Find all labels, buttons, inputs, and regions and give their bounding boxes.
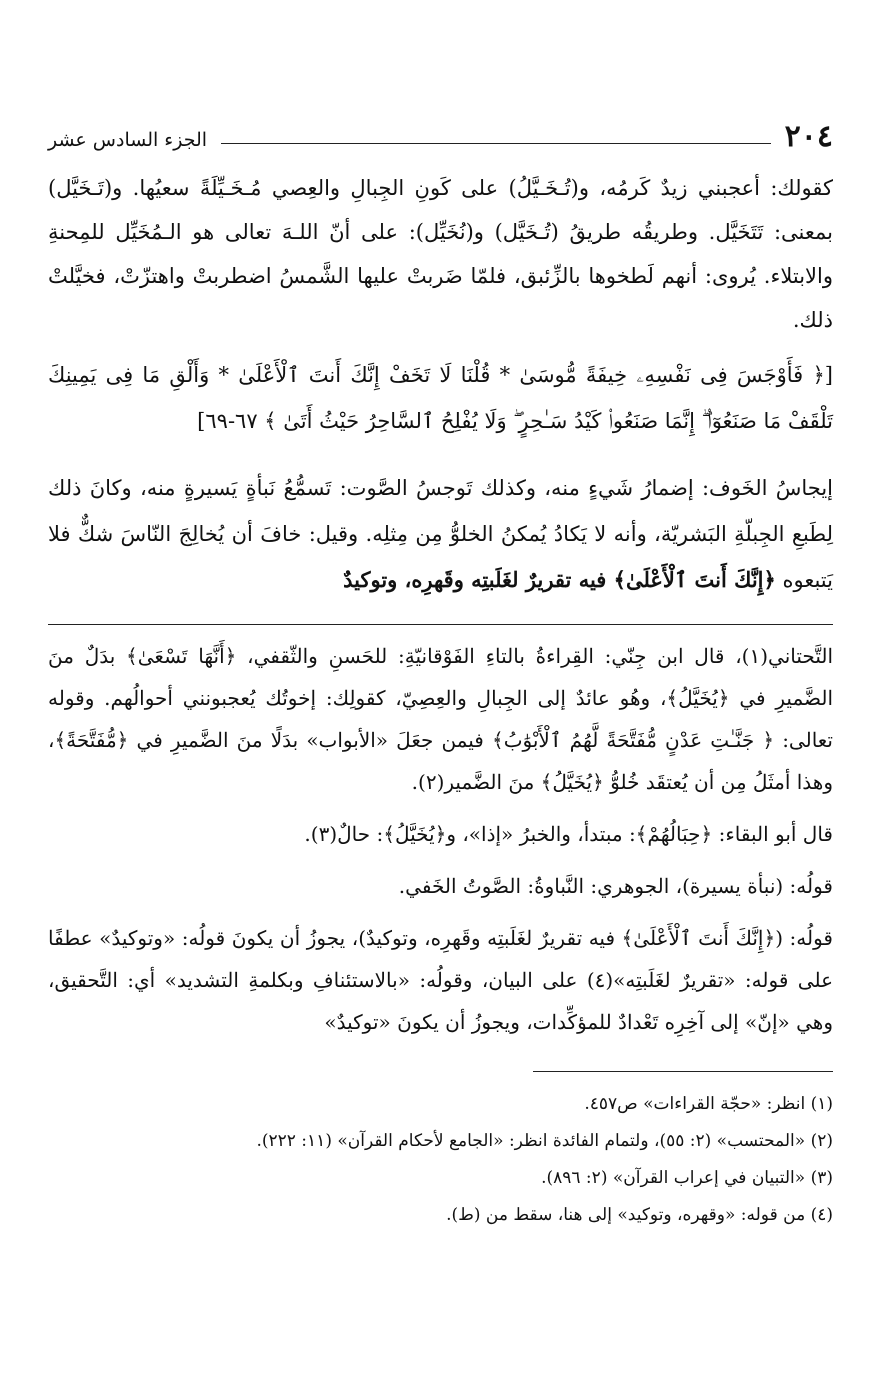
main-text xyxy=(48,166,833,603)
intro-paragraph: كقولك: أعجبني زيدٌ كَرمُه، و(تُـخَـيَّلُ) على كَونِ الجِبالِ والعِصي مُـخَـيِّلَةً سعيُها. و(تَـخَيَّل) بمعنى: تَتَخَيَّل. وطريقُه طريقُ (تُـخَيَّل) و(نُخَيِّل): على أنّ اللـهَ تعالى هو الـمُخَيِّل للمِحنةِ والابتلاء. يُروى: أنهم لَطخوها بالزِّئبق، فلمّا ضَربتْ عليها الشَّمسُ اضطربتْ واهتزّتْ، فخيَّلتْ ذلك. xyxy=(48,176,833,332)
footnote-divider xyxy=(533,1071,833,1072)
page-number: ٢٠٤ xyxy=(784,119,833,154)
commentary-bold-text: ﴿إِنَّكَ أَنتَ ٱلْأَعْلَىٰ﴾ فيه تقريرٌ لغَلَبتِه وقَهرِه، وتوكيدٌ xyxy=(343,567,776,592)
commentary-paragraph xyxy=(48,465,833,603)
gloss-note: قال أبو البقاء: ﴿حِبَالُهُمْ﴾: مبتدأ، والخبرُ «إذا»، و﴿يُخَيَّلُ﴾: حالٌ(٣). xyxy=(304,822,833,846)
footnote: (٣) «التبيان في إعراب القرآن» (٢: ٨٩٦). xyxy=(541,1168,833,1188)
gloss-note: التَّحتاني(١)، قال ابن جِنّي: القِراءةُ بالتاءِ الفَوْقانيّةِ: للحَسنِ والثّقفي، ﴿أَنَّهَا تَسْعَىٰ﴾ بدَلٌ منَ الضَّميرِ في ﴿يُخَيَّلُ﴾، وهُو عائدٌ إلى الجِبالِ والعِصِيّ، كقولِك: إخوتُك يُعجبونني أحوالُهم. وقوله تعالى: ﴿ جَنَّـٰتِ عَدْنٍ مُّفَتَّحَةً لَّهُمُ ٱلْأَبْوَٰبُ﴾ فيمن جعَلَ «الأبواب» بدَلًا منَ الضَّميرِ في ﴿مُّفَتَّحَةً﴾، وهذا أمثَلُ مِن أن يُعتقَد خُلوُّ ﴿يُخَيَّلُ﴾ منَ الضَّمير(٢). xyxy=(48,644,833,794)
section-divider xyxy=(48,624,833,625)
page-header xyxy=(48,112,833,152)
quran-verse: [﴿ فَأَوْجَسَ فِى نَفْسِهِۦ خِيفَةً مُّوسَىٰ * قُلْنَا لَا تَخَفْ إِنَّكَ أَنتَ ٱلْأَعْلَىٰ * وَأَلْقِ مَا فِى يَمِينِكَ تَلْقَفْ مَا صَنَعُوٓا۟ ۖ إِنَّمَا صَنَعُوا۟ كَيْدُ سَـٰحِرٍ ۖ وَلَا يُفْلِحُ ٱلسَّاحِرُ حَيْثُ أَتَىٰ ﴾ ٦٧-٦٩] xyxy=(48,363,833,433)
running-title: الجزء السادس عشر xyxy=(48,129,208,151)
footnotes xyxy=(48,1086,833,1234)
footnote: (١) انظر: «حجّة القراءات» ص٤٥٧. xyxy=(584,1094,833,1114)
footnote: (٤) من قوله: «وقهره، وتوكيد» إلى هنا، سقط من (ط). xyxy=(446,1205,833,1225)
footnote: (٢) «المحتسب» (٢: ٥٥)، ولتمام الفائدة انظر: «الجامع لأحكام القرآن» (١١: ٢٢٢). xyxy=(256,1131,833,1151)
header-rule xyxy=(221,143,771,144)
gloss-notes xyxy=(48,635,833,1043)
gloss-note: قولُه: (﴿إِنَّكَ أَنتَ ٱلْأَعْلَىٰ﴾ فيه تقريرٌ لغَلَبتِه وقَهرِه، وتوكيدٌ)، يجوزُ أن يكونَ قولُه: «وتوكيدٌ» عطفًا على قوله: «تقريرٌ لغَلَبتِه»(٤) على البيان، وقولُه: «بالاستئنافِ وبكلمةِ التشديد» أي: التَّحقيق، وهي «إنّ» إلى آخِرِه تَعْدادٌ للمؤكِّدات، ويجوزُ أن يكونَ «توكيدٌ» xyxy=(48,926,833,1034)
gloss-note: قولُه: (نبأة يسيرة)، الجوهري: النَّباوةُ: الصَّوتُ الخَفي. xyxy=(398,874,833,898)
commentary-text: إيجاسُ الخَوف: إضمارُ شَيءٍ منه، وكذلك تَوجسُ الصَّوت: تَسمُّعُ نَبأةٍ يَسيرةٍ منه، وكانَ ذلك لِطَبعِ الجِبلّةِ البَشريّة، وأنه لا يَكادُ يُمكنُ الخلوُّ مِن مِثلِه. وقيل: خافَ أن يُخالِجَ النّاسَ شكٌّ فلا يَتبعوه xyxy=(48,476,833,592)
